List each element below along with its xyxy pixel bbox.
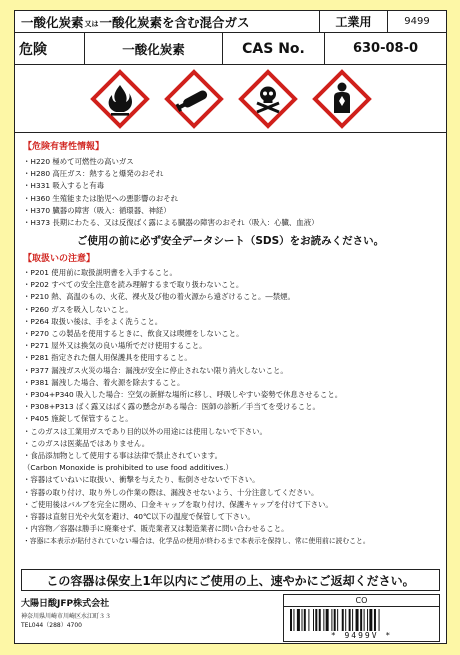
precaution-item: ・容器はていねいに取扱い、衝撃を与えたり、転倒させないで下さい。 [23,475,260,485]
hazard-item: ・H331 吸入すると有毒 [23,181,105,191]
precaution-item: （Carbon Monoxide is prohibited to use food additives.） [23,463,233,473]
category-label: 工業用 [320,11,388,32]
signal-word: 危険 [15,33,85,64]
precaution-item: ・このガスは工業用ガスであり目的以外の用途には使用しないで下さい。 [23,426,267,436]
cas-label: CAS No. [223,33,325,64]
precaution-item: ・容器に本表示が貼付されていない場合は、化学品の使用が終わるまで本表示を保持し、常に使用前に読むこと。 [23,537,370,546]
product-name: 一酸化炭素 [85,33,223,64]
flame-icon [90,69,150,129]
handling-title: 【取扱いの注意】 [23,254,96,264]
precaution-item: ・P202 すべての安全注意を読み理解するまで取り扱わないこと。 [23,280,244,290]
precaution-item: ・P308+P313 ばく露又はばく露の懸念がある場合：医師の診断／手当てを受けること。 [23,402,320,412]
barcode-icon [290,609,433,631]
hazard-section [23,139,441,229]
precaution-item: ・P405 施錠して保管すること。 [23,414,133,424]
hazard-item: ・H220 極めて可燃性の高いガス [23,157,134,166]
precaution-item: ・内容物／容器は勝手に廃棄せず、販売業者又は製造業者に問い合わせること。 [23,524,289,534]
hazard-item: ・H360 生殖能または胎児への悪影響のおそれ [23,193,179,203]
barcode-text: * 9499V * [330,631,393,640]
precaution-item: ・P381 漏洩した場合、着火源を除去すること。 [23,377,185,387]
hazard-item: ・H280 高圧ガス：熱すると爆発のおそれ [23,169,164,179]
company-address: 神奈川県川崎市川崎区水江町３３ [21,613,112,620]
title-small: 又は [84,19,99,28]
precaution-item: ・P281 指定された個人用保護具を使用すること。 [23,353,192,363]
title-main: 一酸化炭素 [21,14,84,30]
precaution-item: ・P210 熱、高温のもの、火花、裸火及び他の着火源から遠ざけること。―禁煙。 [23,292,295,302]
barcode-label: CO [284,595,439,607]
precaution-item: ・P260 ガスを吸入しないこと。 [23,304,133,314]
return-notice: この容器は保安上1年以内にご使用の上、速やかにご返却ください。 [21,569,440,591]
company-tel: TEL044（288）4700 [21,622,82,629]
hazard-list [23,156,441,229]
handling-section [23,251,441,548]
product-title [15,11,320,32]
health-hazard-icon [312,69,372,129]
identity-row [15,33,446,65]
company-name: 大陽日酸JFP株式会社 [21,599,110,609]
precaution-item: ・食品添加物として使用する事は法律で禁止されています。 [23,451,222,461]
barcode-box [283,594,440,642]
hazard-item: ・H370 臓器の障害（吸入：循環器、神経） [23,205,171,215]
precaution-item: ・容器の取り付け、取り外しの作業の際は、漏洩させないよう、十分注意してください。 [23,487,319,497]
precaution-item: ・P264 取扱い後は、手をよく洗うこと。 [23,316,163,326]
handling-list [23,267,441,548]
product-code: 9499 [404,16,430,27]
cas-number: 630-08-0 [352,41,419,56]
precaution-item: ・このガスは医薬品ではありません。 [23,438,150,448]
precaution-item: ・P377 漏洩ガス火災の場合：漏洩が安全に停止されない限り消火しないこと。 [23,365,288,375]
precaution-item: ・P271 屋外又は換気の良い場所でだけ使用すること。 [23,341,207,351]
precaution-item: ・P304+P340 吸入した場合：空気の新鮮な場所に移し、呼吸しやすい姿勢で休息させること。 [23,390,343,400]
sds-notice: ご使用の前に必ず安全データシート（SDS）をお読みください。 [76,235,385,247]
hazard-title: 【危険有害性情報】 [23,142,105,152]
title-row [15,11,446,33]
precaution-item: ・P201 使用前に取扱説明書を入手すること。 [23,268,177,277]
precaution-item: ・ご使用後はバルブを完全に閉め、口金キャップを取り付け、保護キャップを付けて下さい。 [23,499,333,509]
hazard-item: ・H373 長期にわたる、又は反復ばく露による臓器の障害のおそれ（吸入：心臓、血液） [23,218,319,228]
hazard-label [14,10,447,644]
gas-cylinder-icon [164,69,224,129]
precaution-item: ・容器は直射日光や火気を避け、40℃以下の温度で保管して下さい。 [23,512,255,522]
precaution-item: ・P270 この製品を使用するときに、飲食又は喫煙をしないこと。 [23,329,244,339]
skull-crossbones-icon [238,69,298,129]
title-rest: 一酸化炭素を含む混合ガス [99,14,250,30]
ghs-pictograms [15,65,446,133]
